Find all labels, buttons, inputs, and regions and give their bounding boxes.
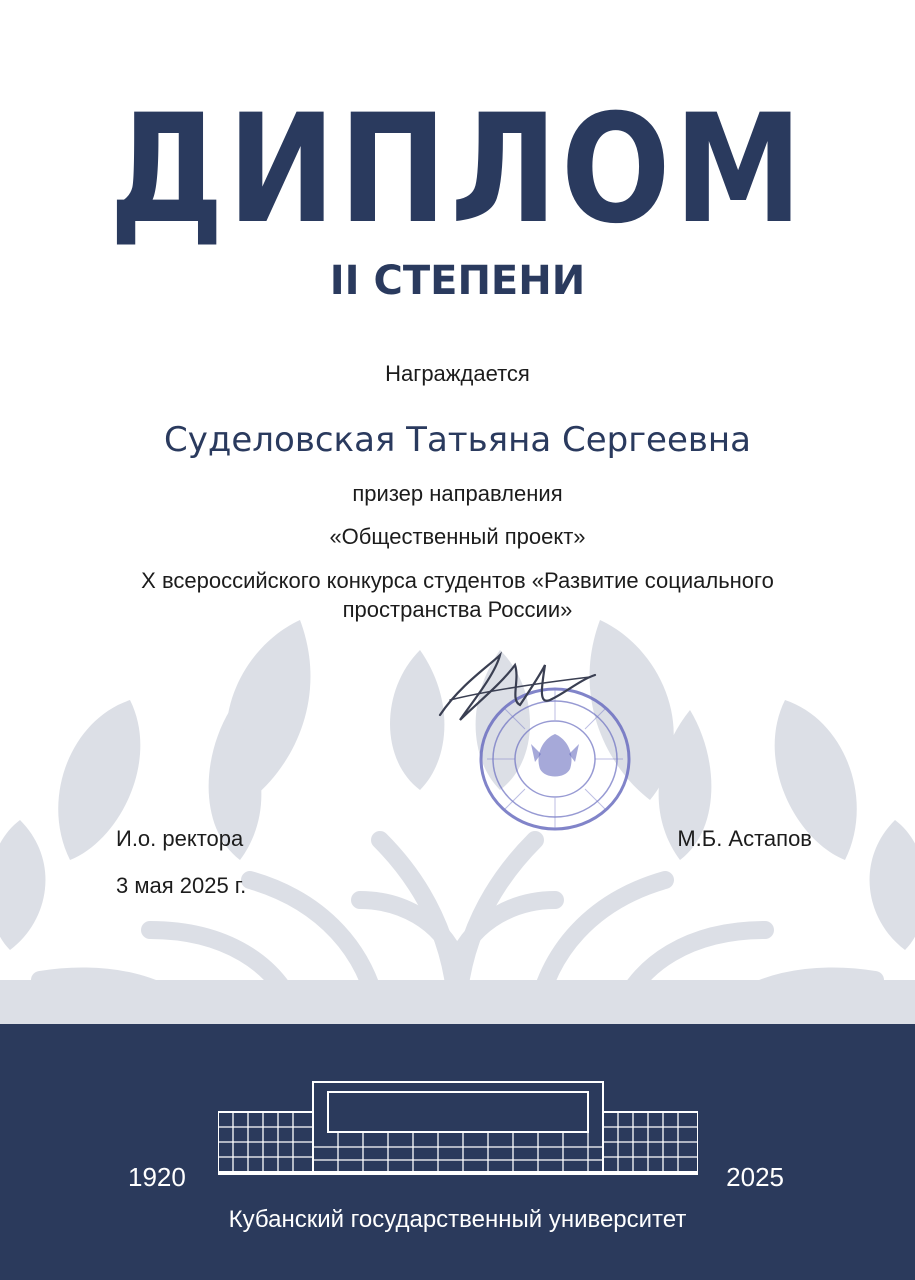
founding-year: 1920 — [128, 1162, 186, 1192]
contest-line-1: X всероссийского конкурса студентов «Развитие социального — [141, 568, 774, 593]
signer-name: М.Б. Астапов — [677, 826, 812, 851]
university-building-icon — [218, 1072, 698, 1182]
current-year: 2025 — [726, 1162, 784, 1192]
recipient-name: Суделовская Татьяна Сергеевна — [164, 420, 751, 460]
issue-date: 3 мая 2025 г. — [116, 873, 247, 898]
prize-text: призер направления — [352, 481, 563, 506]
handwritten-signature — [430, 645, 600, 735]
awarded-label: Награждается — [385, 361, 530, 386]
university-name: Кубанский государственный университет — [228, 1206, 687, 1233]
direction-text: «Общественный проект» — [329, 524, 586, 549]
signer-position: И.о. ректора — [116, 826, 244, 851]
diploma-degree: II СТЕПЕНИ — [329, 258, 586, 304]
diploma-title: ДИПЛОМ — [109, 83, 806, 257]
contest-text — [60, 566, 855, 624]
contest-line-2: пространства России» — [342, 597, 573, 622]
